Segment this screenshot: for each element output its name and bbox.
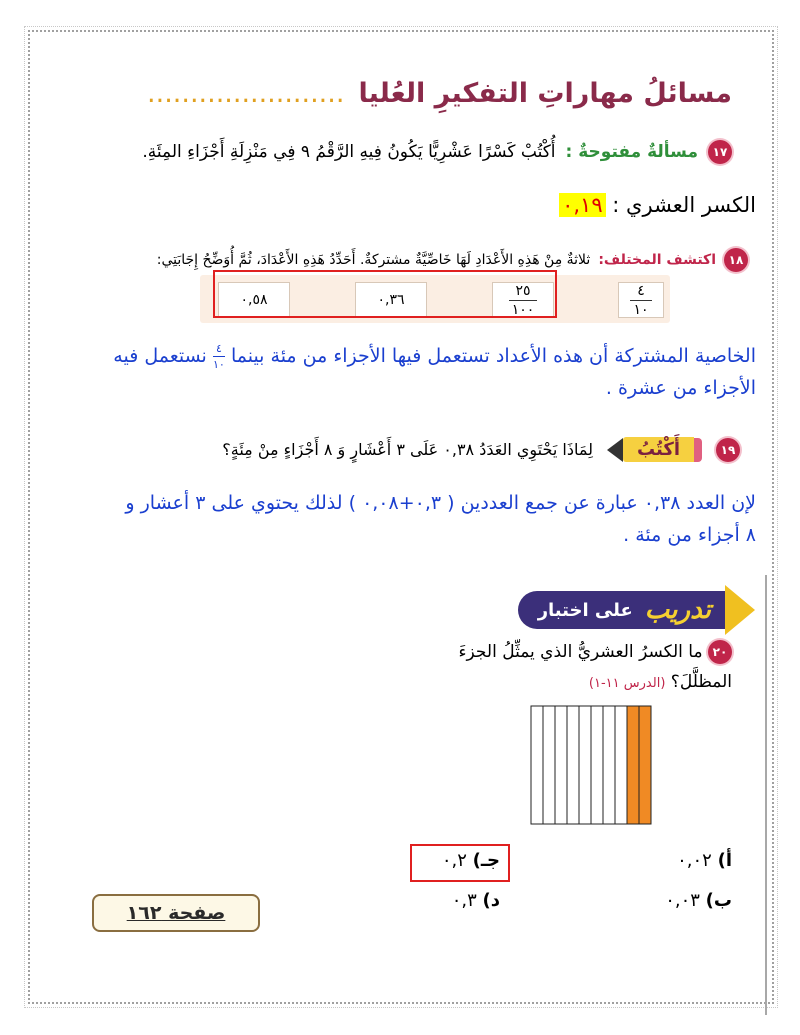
answer-18 [44,340,756,404]
inline-fraction: $\frac{٤}{١٠}$ [212,342,225,371]
strip [543,706,555,824]
question-text: ما الكسرُ العشريُّ الذي يمثِّلُ الجزءَ [458,642,703,662]
banner-arrow-icon [725,585,755,635]
question-label: اكتشف المختلف: [598,252,716,268]
lesson-reference: (الدرس ١١-١) [588,676,666,691]
answer-17 [559,193,756,217]
strip [579,706,591,824]
answer-19 [44,487,756,551]
pencil-icon: أَكْتُبُ [607,437,702,462]
question-label: مسألةٌ مفتوحةٌ : [565,142,698,162]
question-text: أُكْتُبْ كَسْرًا عَشْرِيًّا يَكُونُ فِيهِ الرَّقْمُ ٩ فِي مَنْزِلَةِ أَجْزَاءِ المِئَةِ. [142,142,556,162]
question-20 [432,637,732,699]
shaded-strip [639,706,651,824]
page-number-tag: صفحة ١٦٢ [92,894,260,932]
strip [555,706,567,824]
question-number-badge: ٢٠ [708,640,732,664]
choice-a[interactable]: أ) ٠,٠٢ [677,850,732,871]
strip [615,706,627,824]
banner-label: تدريب على اختبار [518,591,725,629]
answer-value-highlight: ٠,١٩ [559,193,606,217]
answer-selection-box [213,270,557,318]
question-text: لِمَاذَا يَحْتَوِي العَدَدُ ٠,٣٨ عَلَى ٣ أَعْشَارٍ وَ ٨ أَجْزَاءٍ مِنْ مِئَةٍ؟ [222,440,593,459]
answer-label: الكسر العشري : [612,193,756,217]
question-17 [142,140,732,164]
title-text: مسائلُ مهاراتِ التفكيرِ العُليا [358,78,732,109]
question-number-badge: ١٨ [724,248,748,272]
answer-line: الأجزاء من عشرة . [605,377,756,399]
answer-line: لإن العدد ٠,٣٨ عبارة عن جمع العددين ( ٠,٣+٠,٠٨ ) لذلك يحتوي على ٣ أعشار و [125,492,756,514]
card-058: ٠,٥٨ [218,282,290,318]
shaded-strip [627,706,639,824]
fraction: $\frac{٤}{١٠}$ [630,284,652,317]
strip [531,706,543,824]
question-text: المظلَّلَ؟ [670,672,732,692]
answer-line: ٨ أجزاء من مئة . [623,524,756,546]
title-dots: ....................... [147,78,345,109]
answer-line: الخاصية المشتركة أن هذه الأعداد تستعمل فيها الأجزاء من مئة بينما $\frac{٤}{١٠}$ نستعمل فيه [113,342,756,371]
shaded-strips-figure [530,705,655,825]
question-number-badge: ١٧ [708,140,732,164]
choice-c[interactable]: جـ) ٠,٢ [441,850,500,871]
fraction: $\frac{٢٥}{١٠٠}$ [509,284,537,317]
strip [591,706,603,824]
selected-answer-box [410,844,510,882]
choice-b[interactable]: ب) ٠,٠٣ [665,890,732,911]
question-18 [157,248,748,272]
choice-d[interactable]: د) ٠,٣ [451,890,500,911]
question-19 [222,437,740,462]
question-number-badge: ١٩ [716,438,740,462]
section-title [147,78,732,109]
test-banner [518,585,755,635]
card-036: ٠,٣٦ [355,282,427,318]
card-4-over-10 [618,282,664,318]
strip [567,706,579,824]
strip [603,706,615,824]
question-text: ثلاثةٌ مِنْ هَذِهِ الأَعْدَادِ لَهَا خَاصِّيَّةٌ مشتركةٌ. أَحَدِّدُ هَذِهِ الأَعْدَادَ، ثُمَّ أُوَضِّحُ إِجَابَتِي: [156,252,591,268]
